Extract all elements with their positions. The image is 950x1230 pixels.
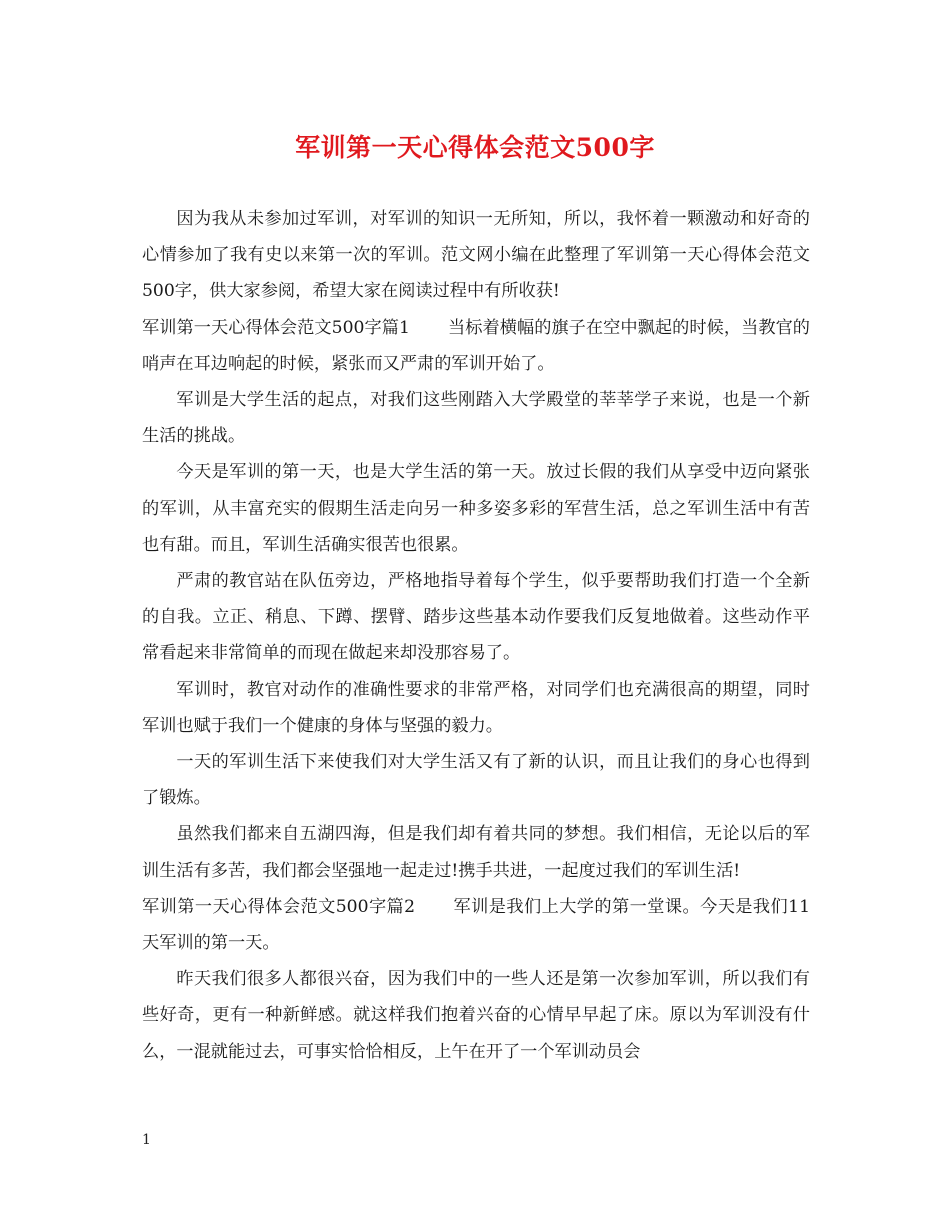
document-body <box>142 201 810 1070</box>
page-number: 1 <box>142 1132 151 1148</box>
section-2-paragraph <box>142 889 810 961</box>
section-2-heading: 军训第一天心得体会范文500字篇2 <box>142 896 416 917</box>
section-1-paragraph <box>142 310 810 382</box>
section-2-first-text: 军训是我们上大学的第一堂课。今天是我们11天军训的第一天。 <box>142 896 810 954</box>
document-title: 军训第一天心得体会范文500字 <box>295 133 655 162</box>
body-paragraph: 一天的军训生活下来使我们对大学生活又有了新的认识，而且让我们的身心也得到了锻炼。 <box>142 752 810 809</box>
body-paragraph: 虽然我们都来自五湖四海，但是我们却有着共同的梦想。我们相信，无论以后的军训生活有多苦，我们都会坚强地一起走过!携手共进，一起度过我们的军训生活! <box>142 824 810 881</box>
body-paragraph: 今天是军训的第一天，也是大学生活的第一天。放过长假的我们从享受中迈向紧张的军训，从丰富充实的假期生活走向另一种多姿多彩的军营生活，总之军训生活中有苦也有甜。而且，军训生活确实很苦也很累。 <box>142 462 810 555</box>
intro-paragraph: 因为我从未参加过军训，对军训的知识一无所知，所以，我怀着一颗激动和好奇的心情参加了我有史以来第一次的军训。范文网小编在此整理了军训第一天心得体会范文500字，供大家参阅，希望大家在阅读过程中有所收获! <box>142 209 810 302</box>
body-paragraph: 军训是大学生活的起点，对我们这些刚踏入大学殿堂的莘莘学子来说，也是一个新生活的挑战。 <box>142 390 810 447</box>
section-1-first-text: 当标着横幅的旗子在空中飘起的时候，当教官的哨声在耳边响起的时候，紧张而又严肃的军训开始了。 <box>142 317 810 374</box>
body-paragraph: 严肃的教官站在队伍旁边，严格地指导着每个学生，似乎要帮助我们打造一个全新的自我。立正、稍息、下蹲、摆臂、踏步这些基本动作要我们反复地做着。这些动作平常看起来非常简单的而现在做起来却没那容易了。 <box>142 571 810 664</box>
body-paragraph: 军训时，教官对动作的准确性要求的非常严格，对同学们也充满很高的期望，同时军训也赋于我们一个健康的身体与坚强的毅力。 <box>142 679 810 736</box>
section-1-heading: 军训第一天心得体会范文500字篇1 <box>142 317 410 338</box>
body-paragraph: 昨天我们很多人都很兴奋，因为我们中的一些人还是第一次参加军训，所以我们有些好奇，更有一种新鲜感。就这样我们抱着兴奋的心情早早起了床。原以为军训没有什么，一混就能过去，可事实恰恰相反，上午在开了一个军训动员会 <box>142 969 810 1062</box>
